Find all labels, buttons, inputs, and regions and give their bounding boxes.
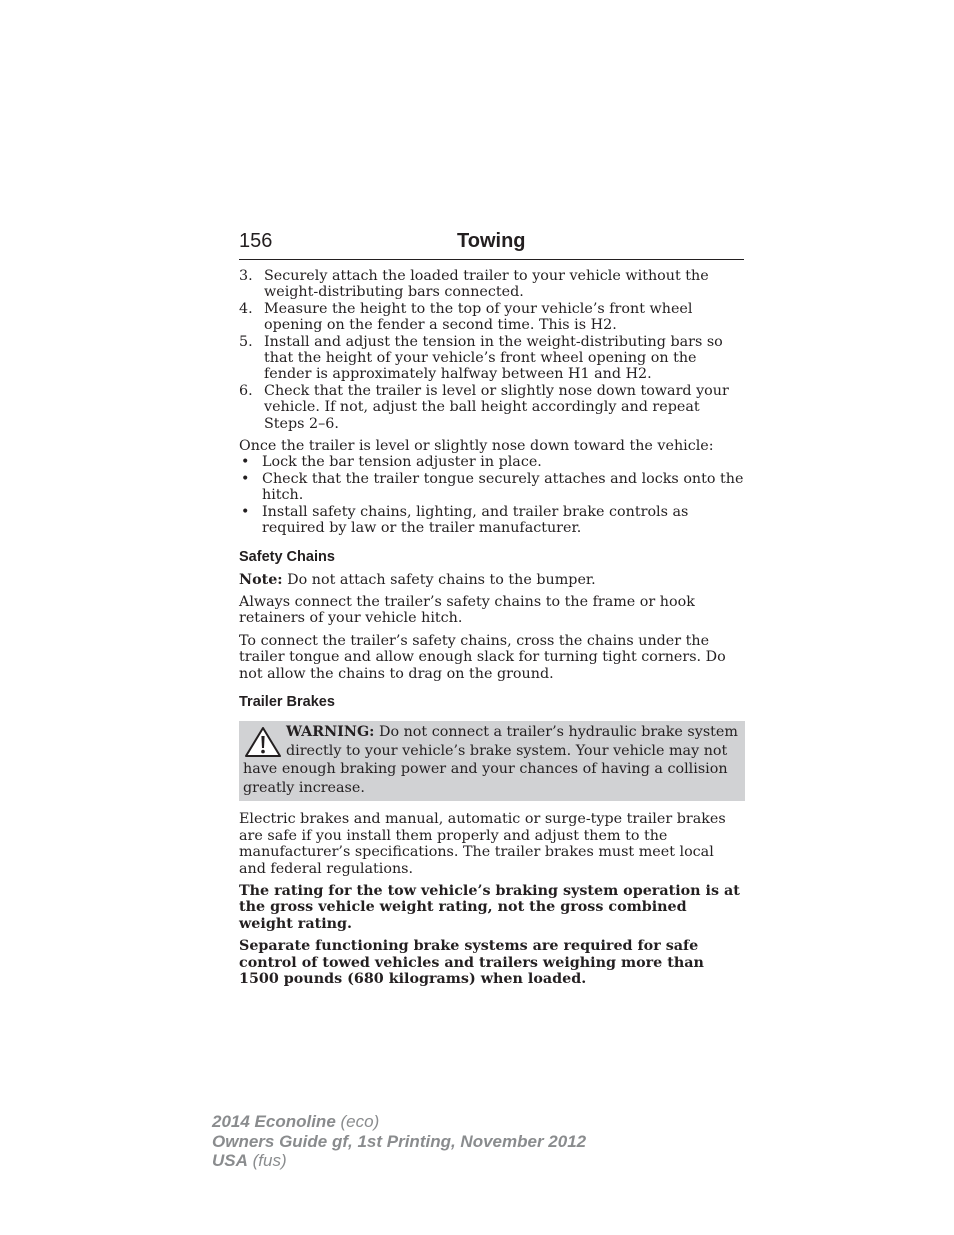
- safety-chains-note: [239, 572, 745, 588]
- section-title: Towing: [457, 230, 526, 252]
- bullet-glyph: •: [241, 454, 250, 471]
- warning-text: Do not connect a trailer’s hydraulic brake system directly to your vehicle’s brake system. Your vehicle may not have enough braking power and your chances of having a collision greatly increase.: [243, 723, 738, 796]
- trailer-brakes-para1: Electric brakes and manual, automatic or surge-type trailer brakes are safe if you install them properly and adjust them to the manufacturer’s specifications. The trailer brakes must meet local and federal regulations.: [239, 811, 726, 877]
- safety-chains-para2: To connect the trailer’s safety chains, cross the chains under the trailer tongue and allow enough slack for turning tight corners. Do not allow the chains to drag on the ground.: [239, 632, 726, 682]
- footer-guide-line: Owners Guide gf, 1st Printing, November 2012: [212, 1131, 587, 1151]
- separate-brakes-note: Separate functioning brake systems are required for safe control of towed vehicles and trailers weighing more than 1500 pounds (680 kilograms) when loaded.: [239, 938, 704, 987]
- bullet-glyph: •: [241, 503, 250, 520]
- note-text: Do not attach safety chains to the bumper.: [282, 571, 596, 588]
- level-intro: Once the trailer is level or slightly nose down toward the vehicle:: [239, 438, 714, 455]
- page-number: 156: [239, 230, 273, 252]
- footer-region-code: (fus): [247, 1151, 287, 1170]
- page-header: [239, 229, 744, 260]
- step-number: 5.: [239, 333, 253, 350]
- page-footer: [212, 1112, 586, 1171]
- step-number: 3.: [239, 268, 253, 284]
- step-item: [239, 268, 745, 301]
- bullet-glyph: •: [241, 470, 250, 487]
- procedure-steps: [239, 268, 745, 432]
- step-item: [239, 301, 745, 334]
- list-item: [239, 504, 745, 537]
- page-content: [239, 268, 745, 987]
- list-item-text: Install safety chains, lighting, and trailer brake controls as required by law or the trailer manufacturer.: [262, 503, 689, 537]
- footer-model-line: [212, 1112, 586, 1132]
- footer-region: USA: [212, 1151, 248, 1170]
- check-list: [239, 454, 745, 536]
- step-text: Measure the height to the top of your vehicle’s front wheel opening on the fender a second time. This is H2.: [264, 300, 693, 334]
- footer-model: 2014 Econoline: [212, 1112, 336, 1131]
- footer-model-code: (eco): [335, 1112, 380, 1131]
- safety-chains-heading: Safety Chains: [239, 548, 335, 565]
- warning-triangle-icon: [244, 726, 282, 758]
- step-text: Check that the trailer is level or slightly nose down toward your vehicle. If not, adjust the ball height accordingly and repeat: [264, 382, 729, 416]
- step-text: Install and adjust the tension in the weight-distributing bars so that the height of your vehicle’s front wheel opening on the fender is approximately halfway between H1 and H2.: [264, 333, 723, 383]
- warning-label: WARNING:: [286, 723, 375, 740]
- safety-chains-para1: Always connect the trailer’s safety chains to the frame or hook retainers of your vehicle hitch.: [239, 593, 695, 627]
- step-item: [239, 334, 745, 383]
- step-number: 4.: [239, 300, 253, 317]
- list-item: [239, 454, 745, 470]
- footer-region-line: [212, 1151, 586, 1171]
- list-item-text: Check that the trailer tongue securely attaches and locks onto the hitch.: [262, 470, 744, 504]
- trailer-brakes-heading: Trailer Brakes: [239, 693, 335, 710]
- step-text-continued: Steps 2–6.: [264, 415, 339, 432]
- warning-box: [239, 721, 745, 801]
- list-item: [239, 471, 745, 504]
- note-label: Note:: [239, 571, 283, 588]
- braking-rating-note: The rating for the tow vehicle’s braking system operation is at the gross vehicle weight rating, not the gross combined weight rating.: [239, 882, 740, 932]
- step-item: [239, 383, 745, 432]
- step-number: 6.: [239, 382, 253, 399]
- step-text: Securely attach the loaded trailer to your vehicle without the weight-distributing bars connected.: [264, 268, 709, 301]
- list-item-text: Lock the bar tension adjuster in place.: [262, 454, 542, 471]
